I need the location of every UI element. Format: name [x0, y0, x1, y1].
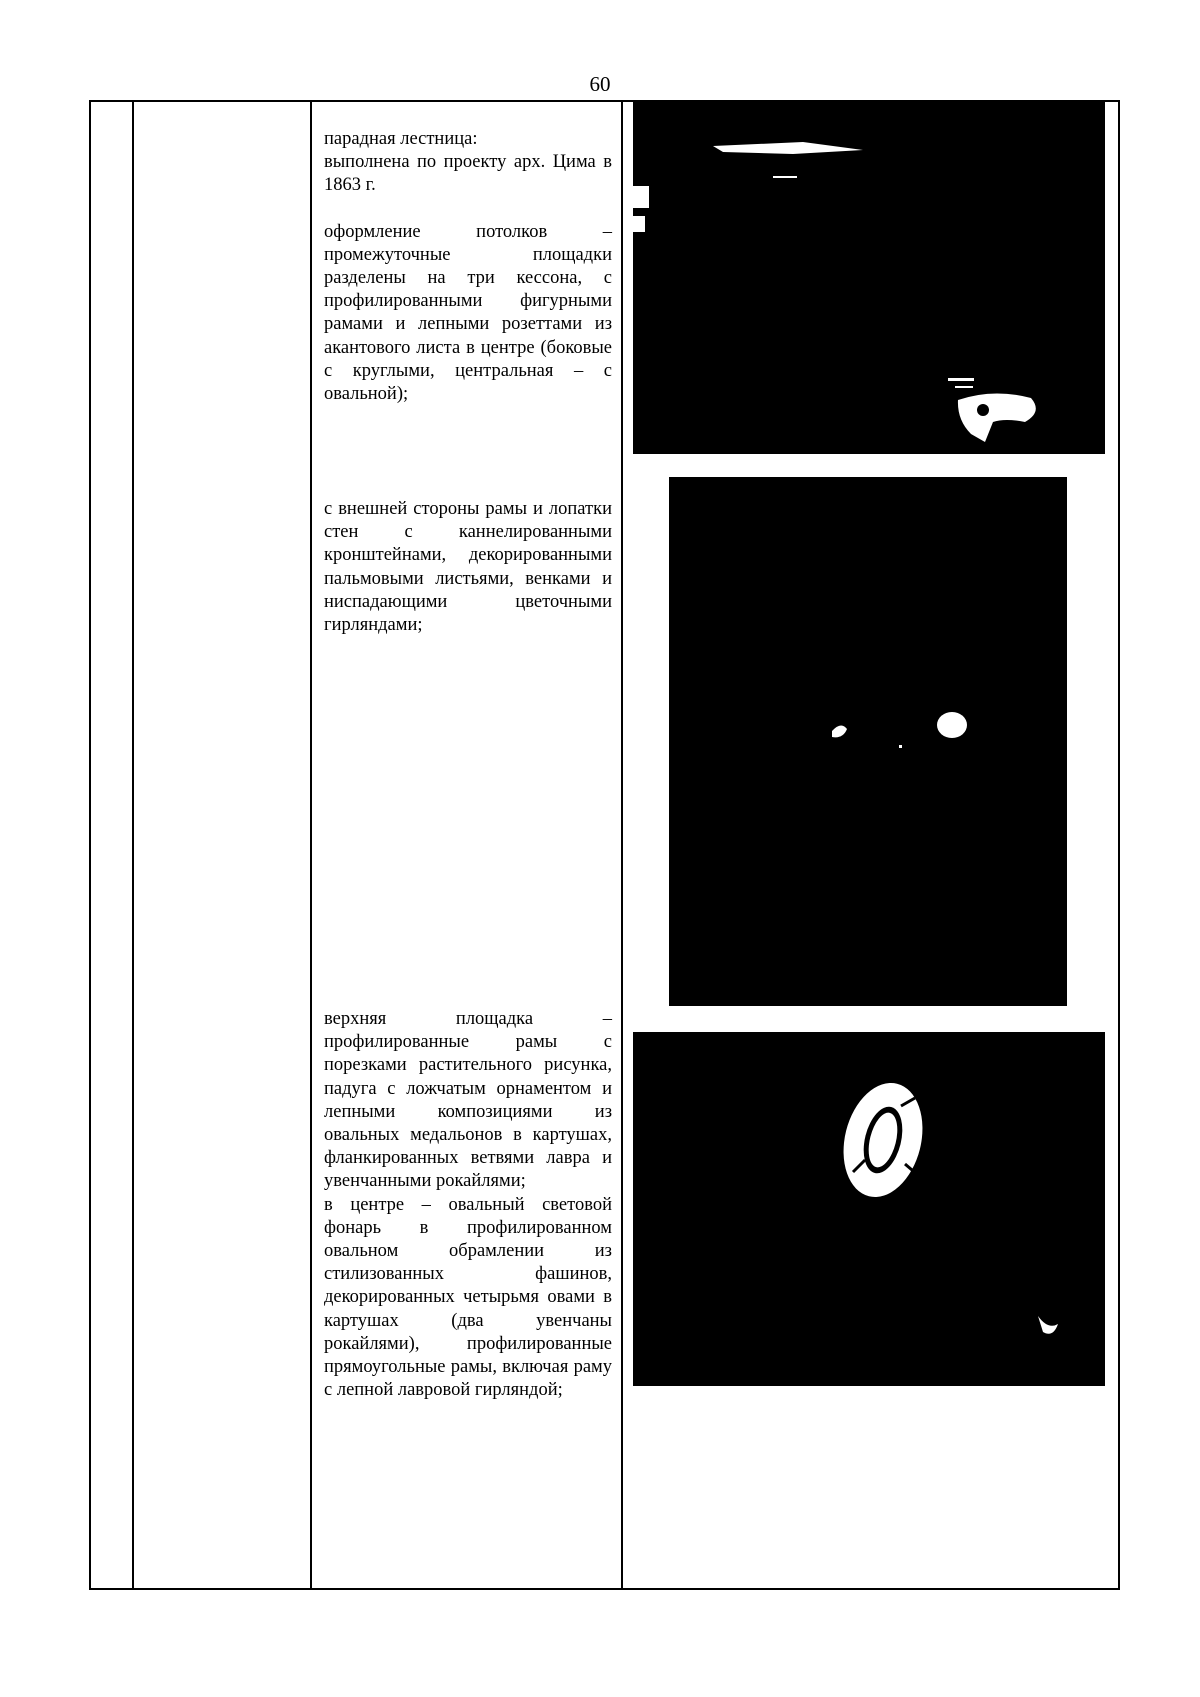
- block-heading: парадная лестница:: [324, 129, 478, 149]
- column-divider-3: [621, 102, 623, 1588]
- paragraph: верхняя площадка – профилированные рамы с порезками растительного рисунка, падуга с ложчатым орнаментом и лепными композициями из овальных медальонов в картушах, фланкированных ветвями лавра и увенчанными рокайлями;: [324, 1009, 612, 1192]
- paragraph-gap: [324, 198, 612, 221]
- paragraph: в центре – овальный световой фонарь в профилированном овальном обрамлении из стилизованных фашинов, декорированных четырьмя овами в картушах (два увенчаны рокайлями), профилированные прямоугольные рамы, включая раму с лепной лавровой гирляндой;: [324, 1194, 612, 1401]
- text-block-upper-landing: [324, 1008, 612, 1402]
- photo-highlights: [669, 477, 1067, 1006]
- column-divider-1: [132, 102, 134, 1588]
- column-divider-2: [310, 102, 312, 1588]
- photo-highlights: [633, 100, 1105, 454]
- paragraph: с внешней стороны рамы и лопатки стен с каннелированными кронштейнами, декорированными пальмовыми листьями, венками и ниспадающими цветочными гирляндами;: [324, 499, 612, 636]
- page-number: 60: [589, 72, 611, 96]
- wall-brackets-photo: [669, 477, 1067, 1006]
- text-block-wall-decor: [324, 498, 612, 637]
- paragraph: выполнена по проекту арх. Цима в 1863 г.: [324, 152, 612, 196]
- staircase-ceiling-photo: [633, 100, 1105, 454]
- photo-highlights: [633, 1032, 1105, 1386]
- upper-landing-skylight-photo: [633, 1032, 1105, 1386]
- paragraph: оформление потолков – промежуточные площадки разделены на три кессона, с профилированными фигурными рамами и лепными розеттами из акантового листа в центре (боковые с круглыми, центральная – с овальной);: [324, 221, 612, 405]
- text-block-staircase: [324, 128, 612, 406]
